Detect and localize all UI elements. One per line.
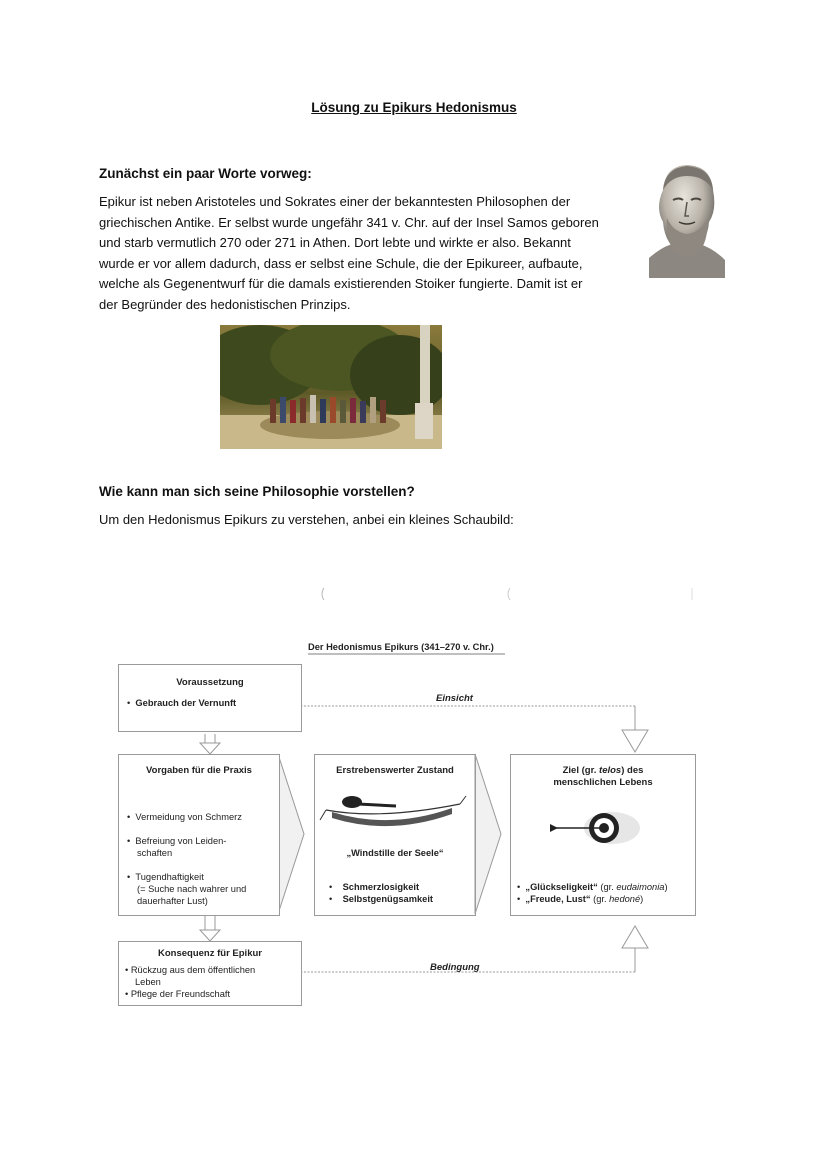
praxis-item: • Vermeidung von Schmerz — [127, 812, 242, 822]
document-title: Lösung zu Epikurs Hedonismus — [311, 100, 517, 115]
intro-line: und starb vermutlich 270 oder 271 in Athen. Dort lebte und wirkte er also. Bekannt — [99, 235, 571, 251]
section-heading-intro: Zunächst ein paar Worte vorweg: — [99, 166, 312, 181]
ziel-title-line2: menschlichen Lebens — [553, 777, 653, 788]
epicurus-bust-image — [643, 160, 729, 278]
box-ziel — [510, 754, 696, 916]
praxis-item-cont: (= Suche nach wahrer und — [137, 884, 247, 894]
konsequenz-item-cont: Leben — [135, 977, 161, 987]
ziel-item: • „Freude, Lust“ (gr. hedoné) — [517, 894, 644, 904]
konsequenz-item: • Pflege der Freundschaft — [125, 989, 231, 999]
bedingung-label: Bedingung — [430, 962, 480, 973]
voraussetzung-title: Voraussetzung — [176, 677, 244, 688]
ziel-title: Ziel (gr. telos) des — [562, 765, 644, 776]
einsicht-label: Einsicht — [436, 693, 473, 704]
zustand-item: • Selbstgenügsamkeit — [329, 894, 434, 904]
zustand-caption: „Windstille der Seele“ — [346, 848, 444, 858]
praxis-item: • Tugendhaftigkeit — [127, 872, 204, 882]
voraussetzung-item: • Gebrauch der Vernunft — [127, 698, 237, 708]
praxis-title: Vorgaben für die Praxis — [146, 765, 252, 776]
intro-line: welche als Gegenentwurf für die damals existierenden Stoiker fungierte. Damit ist er — [99, 276, 583, 292]
konsequenz-title: Konsequenz für Epikur — [158, 948, 262, 959]
ziel-item: • „Glückseligkeit“ (gr. eudaimonia) — [517, 882, 668, 892]
box-praxis — [118, 754, 280, 916]
intro-line: griechischen Antike. Er selbst wurde ungefähr 341 v. Chr. auf der Insel Samos geboren — [99, 214, 599, 230]
zustand-title: Erstrebenswerter Zustand — [336, 765, 454, 776]
intro-paragraph — [99, 192, 629, 316]
praxis-item: • Befreiung von Leiden- — [127, 836, 227, 846]
praxis-item-cont: schaften — [137, 848, 173, 858]
hedonism-diagram — [100, 580, 710, 1020]
intro-line: Epikur ist neben Aristoteles und Sokrates einer der bekanntesten Philosophen der — [99, 194, 571, 209]
box-voraussetzung — [118, 664, 302, 732]
praxis-item-cont: dauerhafter Lust) — [137, 896, 208, 906]
box-zustand — [314, 754, 476, 916]
konsequenz-item: • Rückzug aus dem öffentlichen — [125, 965, 256, 975]
intro-line: der Begründer des hedonistischen Prinzips. — [99, 296, 351, 312]
box-konsequenz — [118, 941, 302, 1006]
zustand-item: • Schmerzlosigkeit — [329, 882, 420, 892]
intro-line: wurde er vor allem dadurch, dass er selbst eine Schule, die der Epikureer, aufbaute, — [99, 255, 583, 271]
section-philosophy-text: Um den Hedonismus Epikurs zu verstehen, anbei ein kleines Schaubild: — [99, 512, 514, 527]
diagram-title: Der Hedonismus Epikurs (341–270 v. Chr.) — [308, 642, 494, 652]
school-of-epicurus-painting — [220, 325, 442, 449]
section-heading-philosophy: Wie kann man sich seine Philosophie vorstellen? — [99, 484, 415, 499]
